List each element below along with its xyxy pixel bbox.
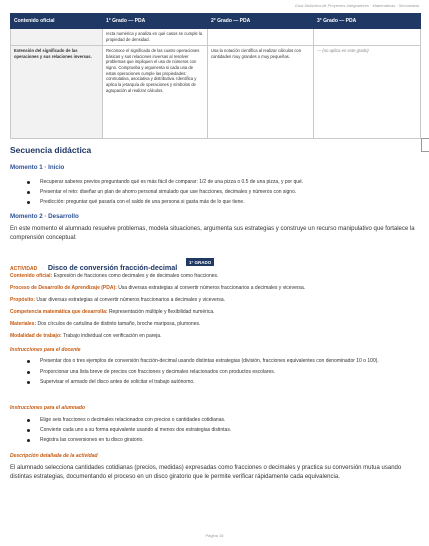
field-purpose — [10, 297, 225, 303]
moment-1-list — [10, 177, 303, 207]
pda-table — [10, 13, 421, 139]
table-cell: — (no aplica en este grado) — [314, 46, 421, 139]
table-cell: Usa la notación científica al realizar cálculos con cantidades muy grandes o muy pequeñas. — [208, 46, 314, 139]
activity-title: Disco de conversión fracción-decimal — [47, 263, 178, 272]
field-modality — [10, 333, 161, 339]
student-instructions-title: Instrucciones para el alumnado — [10, 405, 86, 411]
page-number: Página 16 — [205, 533, 224, 538]
list-item: Presentar dos o tres ejemplos de conversión fracción-decimal usando distintas estrategias (división, fracciones equivalentes con denominador 10 o 100). — [10, 358, 420, 365]
activity-tag: ACTIVIDAD — [10, 266, 38, 272]
table-cell — [208, 29, 314, 46]
moment-2-intro: En este momento el alumnado resuelve problemas, modela situaciones, argumenta sus estrategias y construye un recurso manipulativo que fortalece la comprensión conceptual: — [10, 226, 415, 242]
field-content — [10, 273, 218, 279]
table-row — [11, 29, 421, 46]
field-competence — [10, 309, 215, 315]
table-cell: Reconoce el significado de las cuatro operaciones básicas y sus relaciones inversas al resolver problemas que impliquen el uso de números con signo. Comprueba y argumenta si cada una de estas operaciones cumple las propiedades: conmutativa, asociativa y distributiva. Identifica y aplica la jerarquía de operaciones y símbolos de agrupación al realizar cálculos. — [103, 46, 208, 139]
list-item: Registra las conversiones en tu disco giratorio. — [10, 435, 231, 445]
list-item: Predicción: preguntar qué pasaría con el saldo de una persona si gasta más de lo que tiene. — [10, 197, 303, 207]
teacher-instructions-title: Instrucciones para el docente — [10, 347, 81, 353]
list-item: Supervisar el armado del disco antes de solicitar el trabajo autónomo. — [10, 379, 420, 386]
field-value: Trabajo individual con verificación en pareja. — [62, 333, 162, 339]
teacher-instructions-list — [10, 358, 420, 390]
field-value: Usar diversas estrategias al convertir números fraccionarios a decimales y viceversa. — [36, 297, 226, 303]
list-item: Presentar el reto: diseñar un plan de ahorro personal simulado que use fracciones, decimales y números con signo. — [10, 187, 303, 197]
activity-separator: · — [41, 266, 44, 272]
field-label: Proceso de Desarrollo de Aprendizaje (PDA): — [10, 285, 117, 291]
field-label: Materiales: — [10, 321, 37, 327]
field-value: Usa diversas estrategias al convertir números fraccionarios a decimales y viceversa. — [118, 285, 306, 291]
field-label: Contenido oficial: — [10, 273, 53, 279]
table-cell: Extensión del significado de las operaciones y sus relaciones inversas. — [11, 46, 103, 139]
table-cell — [11, 29, 103, 46]
moment-1-title: Momento 1 · Inicio — [10, 164, 65, 171]
field-label: Propósito: — [10, 297, 35, 303]
student-instructions-list — [10, 415, 231, 445]
field-label: Competencia matemática que desarrolla: — [10, 309, 108, 315]
field-label: Modalidad de trabajo: — [10, 333, 62, 339]
table-header-cell: 3° Grado — PDA — [314, 14, 421, 29]
field-value: Expresión de fracciones como decimales y de decimales como fracciones. — [53, 273, 219, 279]
list-item: Recuperar saberes previos preguntando qué es más fácil de comparar: 1/2 de una pizza o 0.5 de una pizza, y por qué. — [10, 177, 303, 187]
list-item: Proporcionar una lista breve de precios con fracciones y decimales relacionados con productos escolares. — [10, 369, 420, 376]
activity-description-title: Descripción detallada de la actividad — [10, 453, 98, 459]
table-cell: recta numérica y analiza en qué casos se cumple la propiedad de densidad. — [103, 29, 208, 46]
table-header-cell: Contenido oficial — [11, 14, 103, 29]
field-value: Dos círculos de cartulina de distinto tamaño, broche mariposa, plumones. — [37, 321, 201, 327]
field-pda — [10, 285, 305, 291]
running-header: Guía Didáctica de Proyectos Integradores · Matemáticas · Secundaria — [294, 3, 419, 8]
table-header-cell: 1° Grado — PDA — [103, 14, 208, 29]
moment-2-title: Momento 2 · Desarrollo — [10, 213, 79, 220]
field-value: Representación múltiple y flexibilidad numérica. — [108, 309, 215, 315]
table-cell — [314, 29, 421, 46]
list-item: Elige seis fracciones o decimales relacionados con precios o cantidades cotidianas. — [10, 415, 231, 425]
table-header-cell: 2° Grado — PDA — [208, 14, 314, 29]
margin-marker — [421, 138, 429, 152]
table-row — [11, 46, 421, 139]
activity-description: El alumnado selecciona cantidades cotidianas (precios, medidas) expresadas como fracciones o decimales y practica su conversión mutua usando distintas estrategias, documentando el proceso en un disco giratorio que le permite verificar rápidamente cada equivalencia. — [10, 465, 402, 481]
grade-badge: 1° GRADO — [186, 258, 214, 266]
field-materials — [10, 321, 200, 327]
section-title: Secuencia didáctica — [10, 145, 92, 155]
table-header-row — [11, 14, 421, 29]
list-item: Convierte cada uno a su forma equivalente usando al menos dos estrategias distintas. — [10, 425, 231, 435]
